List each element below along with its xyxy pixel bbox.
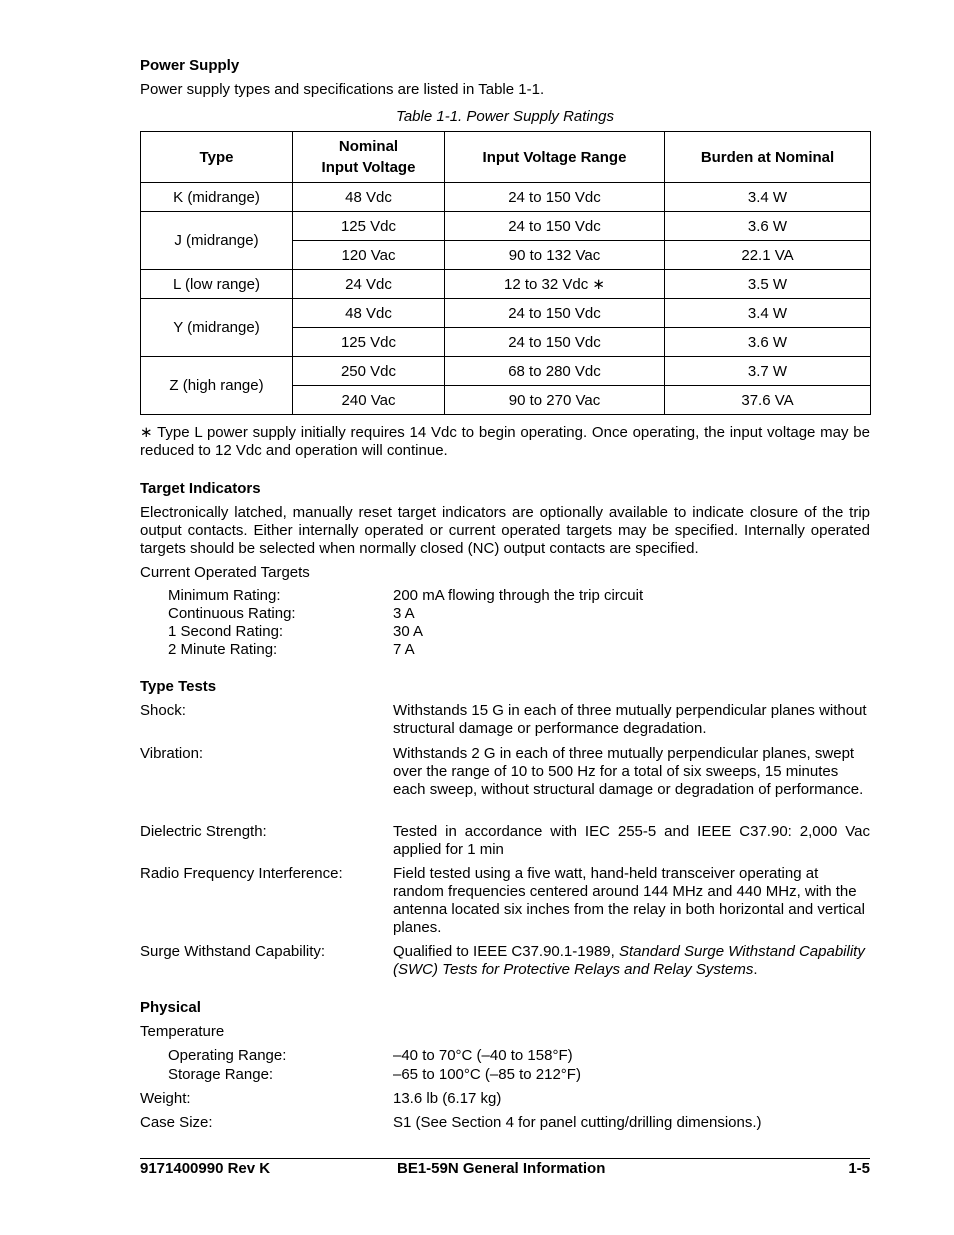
type-tests-heading: Type Tests [140, 678, 217, 695]
table-row [141, 183, 871, 212]
burden-cell: 3.4 W [665, 299, 871, 328]
table-row [141, 299, 871, 328]
type-test-label: Radio Frequency Interference: [140, 865, 343, 882]
nominal-cell: 120 Vac [293, 241, 445, 270]
type-test-value: Withstands 15 G in each of three mutually perpendicular planes without structural damage or performance degradation. [393, 702, 867, 737]
temperature-item-label: Operating Range: [168, 1047, 287, 1064]
table-header-row [141, 132, 871, 183]
footer-page-number: 1-5 [848, 1160, 870, 1177]
surge-value-prefix: Qualified to IEEE C37.90.1-1989, [393, 943, 619, 960]
footer-title: BE1-59N General Information [397, 1160, 606, 1177]
burden-cell: 3.6 W [665, 212, 871, 241]
burden-cell: 3.5 W [665, 270, 871, 299]
target-indicators-heading: Target Indicators [140, 480, 261, 497]
physical-heading: Physical [140, 999, 201, 1016]
nominal-cell: 24 Vdc [293, 270, 445, 299]
burden-cell: 3.4 W [665, 183, 871, 212]
header-nominal-input-voltage [293, 132, 445, 183]
range-cell: 24 to 150 Vdc [445, 212, 665, 241]
current-operated-targets-label: Current Operated Targets [140, 564, 310, 581]
range-cell: 24 to 150 Vdc [445, 299, 665, 328]
nominal-cell: 48 Vdc [293, 299, 445, 328]
rating-label: 2 Minute Rating: [168, 641, 278, 658]
rating-value: 7 A [393, 641, 415, 658]
type-test-value: Withstands 2 G in each of three mutually perpendicular planes, swept over the range of 10 to 500 Hz for a total of six sweeps, 15 minutes each sweep, without structural damage or degradation of performance. [393, 745, 864, 798]
type-cell: L (low range) [141, 270, 293, 299]
type-cell: Y (midrange) [141, 299, 293, 357]
range-cell: 24 to 150 Vdc [445, 183, 665, 212]
nominal-cell: 125 Vdc [293, 212, 445, 241]
rating-label: Continuous Rating: [168, 605, 296, 622]
rating-value: 200 mA flowing through the trip circuit [393, 587, 644, 604]
type-test-label: Shock: [140, 702, 186, 719]
table-footnote: ∗ Type L power supply initially requires 14 Vdc to begin operating. Once operating, the input voltage may be reduced to 12 Vdc and operation will continue. [140, 424, 870, 459]
temperature-item-value: –40 to 70°C (–40 to 158°F) [393, 1047, 573, 1064]
temperature-label: Temperature [140, 1023, 225, 1040]
type-test-label: Surge Withstand Capability: [140, 943, 326, 960]
burden-cell: 3.6 W [665, 328, 871, 357]
power-supply-intro: Power supply types and specifications are listed in Table 1-1. [140, 81, 545, 98]
type-cell: J (midrange) [141, 212, 293, 270]
temperature-item-value: –65 to 100°C (–85 to 212°F) [393, 1066, 581, 1083]
range-cell: 90 to 270 Vac [445, 386, 665, 415]
type-test-value [393, 943, 870, 979]
power-supply-ratings-table [140, 131, 871, 415]
range-cell: 68 to 280 Vdc [445, 357, 665, 386]
table-row [141, 357, 871, 386]
table-row [141, 212, 871, 241]
rating-value: 30 A [393, 623, 424, 640]
surge-value-suffix: . [753, 961, 758, 978]
physical-item-label: Weight: [140, 1090, 191, 1107]
surge-standard-title: Standard Surge Withstand Capability (SWC) Tests for Protective Relays and Relay Systems [393, 943, 865, 978]
type-test-value: Field tested using a five watt, hand-held transceiver operating at random frequencies centered around 144 MHz and 440 MHz, with the antenna located six inches from the relay in both horizontal and vertical planes. [393, 865, 865, 936]
physical-item-value: S1 (See Section 4 for panel cutting/drilling dimensions.) [393, 1114, 762, 1131]
header-input-voltage-range: Input Voltage Range [445, 132, 665, 183]
header-type: Type [141, 132, 293, 183]
range-cell: 24 to 150 Vdc [445, 328, 665, 357]
nominal-cell: 125 Vdc [293, 328, 445, 357]
footer-divider [140, 1158, 870, 1159]
type-test-label: Vibration: [140, 745, 204, 762]
burden-cell: 22.1 VA [665, 241, 871, 270]
physical-item-value: 13.6 lb (6.17 kg) [393, 1090, 502, 1107]
type-test-value: Tested in accordance with IEC 255-5 and IEEE C37.90: 2,000 Vac applied for 1 min [393, 823, 870, 858]
header-nominal-line2: Input Voltage [321, 159, 416, 176]
table-caption: Table 1-1. Power Supply Ratings [396, 108, 614, 125]
type-test-label: Dielectric Strength: [140, 823, 267, 840]
footer-document-number: 9171400990 Rev K [140, 1160, 271, 1177]
range-cell: 90 to 132 Vac [445, 241, 665, 270]
header-burden-at-nominal: Burden at Nominal [665, 132, 871, 183]
type-cell: Z (high range) [141, 357, 293, 415]
target-indicators-body: Electronically latched, manually reset target indicators are optionally available to indicate closure of the trip output contacts. Either internally operated or current operated targets may be specified. Internally operated targets should be selected when normally closed (NC) output contacts are specified. [140, 504, 870, 557]
rating-value: 3 A [393, 605, 415, 622]
burden-cell: 37.6 VA [665, 386, 871, 415]
rating-label: 1 Second Rating: [168, 623, 284, 640]
range-cell: 12 to 32 Vdc ∗ [445, 270, 665, 299]
table-row [141, 270, 871, 299]
temperature-item-label: Storage Range: [168, 1066, 274, 1083]
physical-item-label: Case Size: [140, 1114, 213, 1131]
type-cell: K (midrange) [141, 183, 293, 212]
nominal-cell: 48 Vdc [293, 183, 445, 212]
burden-cell: 3.7 W [665, 357, 871, 386]
header-nominal-line1: Nominal [338, 138, 399, 155]
rating-label: Minimum Rating: [168, 587, 281, 604]
nominal-cell: 250 Vdc [293, 357, 445, 386]
power-supply-heading: Power Supply [140, 57, 240, 74]
nominal-cell: 240 Vac [293, 386, 445, 415]
